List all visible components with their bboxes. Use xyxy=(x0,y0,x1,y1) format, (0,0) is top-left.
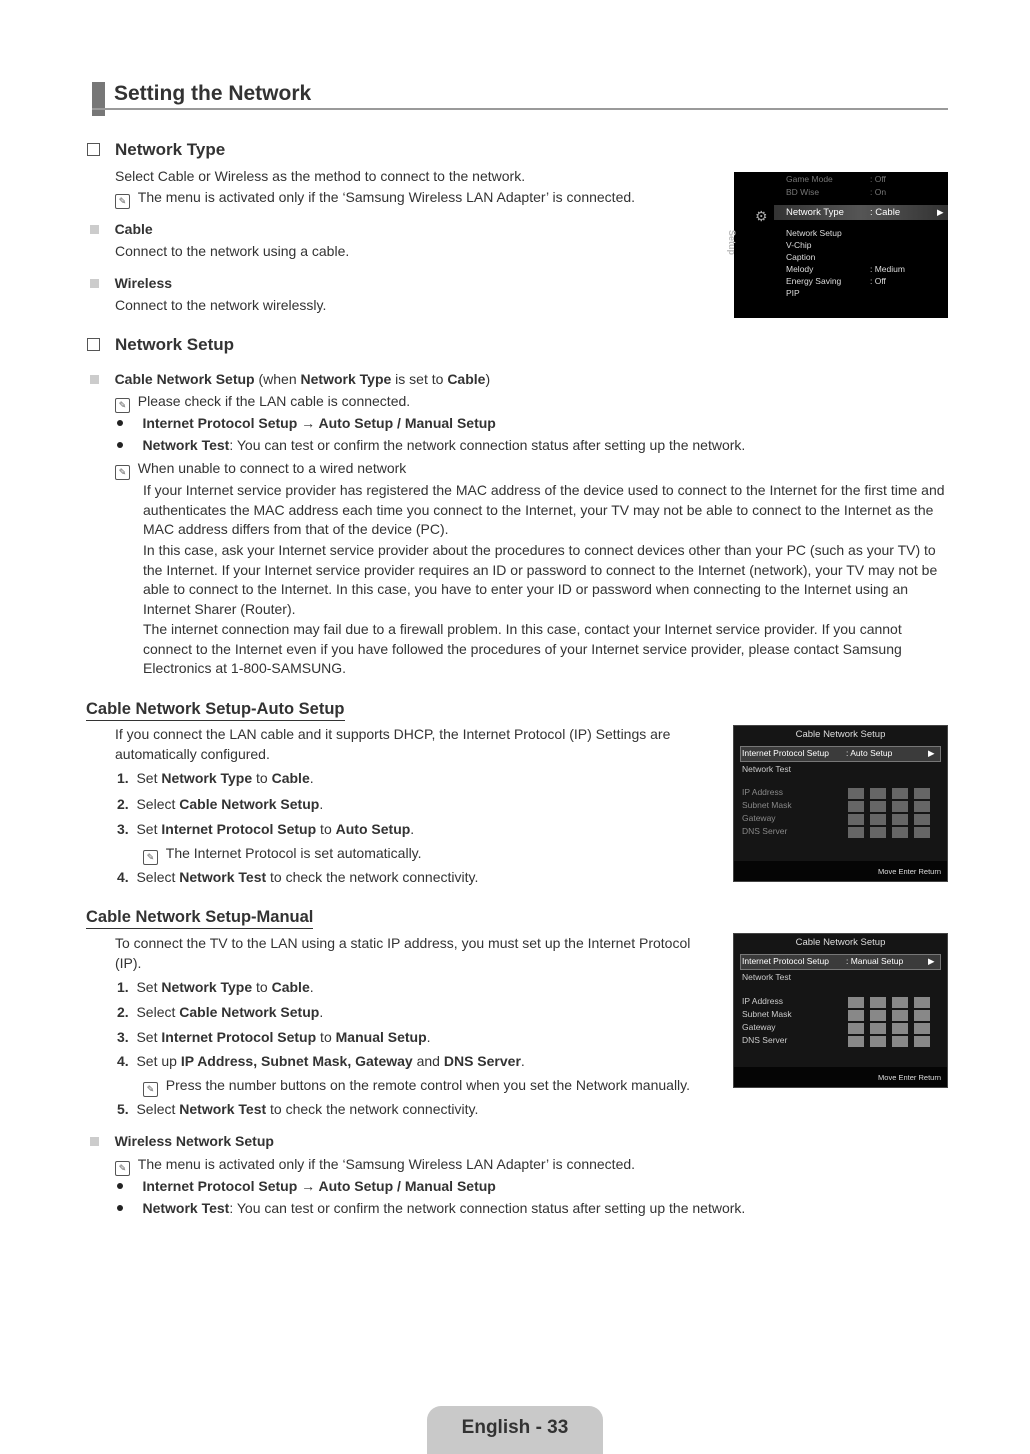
ip-cell xyxy=(892,1023,908,1034)
text: . xyxy=(309,770,314,786)
step-number: 3. xyxy=(117,1029,129,1045)
bold-text: Cable xyxy=(271,979,310,995)
text: Set xyxy=(136,821,162,837)
ip-cell xyxy=(870,997,886,1008)
panel-field-label: IP Address xyxy=(742,996,783,1006)
note-text: Press the number buttons on the remote control when you set the Network manually. xyxy=(165,1077,691,1093)
menu-item-value: : On xyxy=(870,187,887,197)
ip-cell xyxy=(914,827,930,838)
text: . xyxy=(520,1053,525,1069)
section-network-type xyxy=(87,140,225,160)
note-text: The Internet Protocol is set automatically. xyxy=(165,845,422,861)
menu-item-label: Network Setup xyxy=(786,228,842,238)
auto-setup-panel-screenshot xyxy=(733,725,948,882)
note-text: The menu is activated only if the ‘Samsung Wireless LAN Adapter’ is connected. xyxy=(137,189,636,205)
text: (when xyxy=(254,371,301,387)
panel-ips-value: : Manual Setup xyxy=(846,956,904,966)
cable-label: Cable xyxy=(114,221,153,237)
panel-ips-label: Internet Protocol Setup xyxy=(742,956,829,966)
note-icon: ✎ xyxy=(115,398,130,413)
network-type-note xyxy=(115,187,635,209)
section-heading: Network Setup xyxy=(115,335,235,354)
bold-text: Network Test xyxy=(179,1101,267,1117)
arrow-right-icon: ▶ xyxy=(937,207,944,217)
section-network-setup xyxy=(87,335,234,355)
text: to check the network connectivity. xyxy=(266,1101,479,1117)
text: : You can test or confirm the network connection status after setting up the network. xyxy=(229,1200,746,1216)
section-heading: Network Type xyxy=(115,140,226,159)
ip-cell xyxy=(914,1023,930,1034)
ip-cell xyxy=(892,997,908,1008)
wireless-bullet-test xyxy=(117,1198,745,1218)
panel-ips-label: Internet Protocol Setup xyxy=(742,748,829,758)
manual-step-4 xyxy=(117,1051,525,1071)
ip-cell xyxy=(914,814,930,825)
bold-text: IP Address, Subnet Mask, Gateway xyxy=(180,1053,413,1069)
text: . xyxy=(309,979,314,995)
step-number: 4. xyxy=(117,1053,129,1069)
ip-cell xyxy=(870,1036,886,1047)
ip-cell xyxy=(914,1036,930,1047)
ip-cell xyxy=(914,801,930,812)
manual-step-4-note xyxy=(143,1075,690,1097)
network-type-intro: Select Cable or Wireless as the method to connect to the network. xyxy=(115,168,526,184)
auto-step-3 xyxy=(117,819,414,839)
panel-footer-text: Move Enter Return xyxy=(878,1073,941,1082)
text: Set xyxy=(136,979,162,995)
bullet-dot-icon xyxy=(117,1205,123,1211)
bullet-square-icon xyxy=(90,1137,99,1146)
paragraph-isp: In this case, ask your Internet service provider about the procedures to connect devices other than your PC (such as your TV) to the Internet. If your Internet service provider requires an ID or password to connect to the Internet (network), your TV may not be able to connect to the Internet. In this case, you have to enter your ID or password when connecting to the Internet using an Internet Sharer (Router). xyxy=(143,542,938,617)
note-icon: ✎ xyxy=(143,1082,158,1097)
ip-cell xyxy=(892,801,908,812)
ip-cell xyxy=(914,1010,930,1021)
bullet-ips xyxy=(117,413,496,433)
panel-field-label: Subnet Mask xyxy=(742,1009,792,1019)
menu-item-value: : Off xyxy=(870,276,886,286)
paragraph-firewall: The internet connection may fail due to a firewall problem. In this case, contact your Internet service provider. If you cannot connect to the Internet even if you have followed the procedures of your Internet service provider, please contact Samsung Electronics at 1-800-SAMSUNG. xyxy=(143,621,902,677)
note-icon: ✎ xyxy=(115,194,130,209)
menu-item-label: Network Type xyxy=(786,207,844,218)
auto-step-4 xyxy=(117,867,478,887)
step-number: 5. xyxy=(117,1101,129,1117)
menu-item-value: : Medium xyxy=(870,264,905,274)
ip-cell xyxy=(892,1036,908,1047)
ip-cell xyxy=(892,788,908,799)
arrow-right-icon: ▶ xyxy=(928,748,935,758)
header-rule xyxy=(92,108,948,110)
ip-cell xyxy=(848,814,864,825)
note-text: Please check if the LAN cable is connected. xyxy=(137,393,411,409)
step-number: 3. xyxy=(117,821,129,837)
auto-step-1 xyxy=(117,768,314,788)
bold-text: DNS Server xyxy=(443,1053,521,1069)
step-number: 2. xyxy=(117,796,129,812)
page-title: Setting the Network xyxy=(114,82,312,105)
wireless-label: Wireless xyxy=(114,275,173,291)
manual-step-2 xyxy=(117,1002,323,1022)
bold-text: Network Type xyxy=(161,979,253,995)
menu-item-label: Game Mode xyxy=(786,174,833,184)
text: Set xyxy=(136,1029,162,1045)
note-unable xyxy=(115,458,406,480)
note-check-cable xyxy=(115,391,410,413)
panel-field-label: Gateway xyxy=(742,1022,776,1032)
bold-text: Cable Network Setup xyxy=(179,796,320,812)
panel-test-label: Network Test xyxy=(742,972,791,982)
bullet-dot-icon xyxy=(117,1183,123,1189)
bold-text: Network Test xyxy=(142,437,230,453)
step-number: 2. xyxy=(117,1004,129,1020)
note-icon: ✎ xyxy=(115,1161,130,1176)
ip-cell xyxy=(914,788,930,799)
text: Set xyxy=(136,770,162,786)
manual-step-3 xyxy=(117,1027,431,1047)
step-number: 1. xyxy=(117,979,129,995)
panel-test-label: Network Test xyxy=(742,764,791,774)
menu-item-label: V-Chip xyxy=(786,240,812,250)
bold-text: Internet Protocol Setup xyxy=(161,821,317,837)
step-number: 1. xyxy=(117,770,129,786)
ip-cell xyxy=(870,827,886,838)
header-accent-bar xyxy=(92,82,105,116)
bold-text: Network Test xyxy=(179,869,267,885)
ip-cell xyxy=(870,788,886,799)
setup-side-label: Setup xyxy=(727,230,737,256)
bold-text: Cable Network Setup xyxy=(179,1004,320,1020)
text: Set up xyxy=(136,1053,181,1069)
menu-item-label: Energy Saving xyxy=(786,276,842,286)
auto-setup-heading: Cable Network Setup-Auto Setup xyxy=(86,700,345,721)
ip-cell xyxy=(848,788,864,799)
step-number: 4. xyxy=(117,869,129,885)
menu-item-label: Melody xyxy=(786,264,814,274)
text: to check the network connectivity. xyxy=(266,869,479,885)
bold-text: Cable xyxy=(447,371,486,387)
panel-field-label: DNS Server xyxy=(742,1035,788,1045)
text: Select xyxy=(136,869,180,885)
cable-network-setup-line xyxy=(90,369,490,389)
bullet-dot-icon xyxy=(117,420,123,426)
text: . xyxy=(319,796,324,812)
panel-field-label: DNS Server xyxy=(742,826,788,836)
auto-step-3-note xyxy=(143,843,422,865)
ip-cell xyxy=(848,801,864,812)
panel-field-label: Subnet Mask xyxy=(742,800,792,810)
bullet-network-test xyxy=(117,435,745,455)
text: ) xyxy=(485,371,491,387)
bullet-square-icon xyxy=(90,375,99,384)
paragraph-mac: If your Internet service provider has registered the MAC address of the device used to connect to the Internet for the first time and authenticates the MAC address each time you connect to the Internet, your TV may not be able to connect to the Internet as the MAC address differs from that of the device (PC). xyxy=(143,482,945,538)
tv-setup-menu-screenshot xyxy=(727,172,948,318)
ip-cell xyxy=(892,1010,908,1021)
manual-setup-heading: Cable Network Setup-Manual xyxy=(86,908,313,929)
ip-cell xyxy=(870,1023,886,1034)
gear-icon: ⚙ xyxy=(755,208,768,224)
ip-cell xyxy=(914,997,930,1008)
panel-footer-text: Move Enter Return xyxy=(878,867,941,876)
text: to xyxy=(252,979,272,995)
manual-step-1 xyxy=(117,977,314,997)
note-text: The menu is activated only if the ‘Samsung Wireless LAN Adapter’ is connected. xyxy=(137,1156,636,1172)
manual-setup-panel-screenshot xyxy=(733,933,948,1088)
panel-field-label: IP Address xyxy=(742,787,783,797)
auto-setup-intro: If you connect the LAN cable and it supports DHCP, the Internet Protocol (IP) Settings are automatically configured. xyxy=(115,726,671,762)
wireless-bullet-ips xyxy=(117,1176,496,1196)
text: to xyxy=(252,770,272,786)
bold-text: Internet Protocol Setup → Auto Setup / Manual Setup xyxy=(142,1178,496,1194)
ip-cell xyxy=(848,997,864,1008)
bold-text: Auto Setup xyxy=(335,821,411,837)
checkbox-icon xyxy=(87,143,100,156)
checkbox-icon xyxy=(87,338,100,351)
cable-desc: Connect to the network using a cable. xyxy=(115,243,350,259)
bullet-square-icon xyxy=(90,279,99,288)
panel-field-label: Gateway xyxy=(742,813,776,823)
panel-title: Cable Network Setup xyxy=(795,729,886,740)
wireless-desc: Connect to the network wirelessly. xyxy=(115,297,327,313)
wireless-network-setup-line xyxy=(90,1131,274,1151)
bullet-square-icon xyxy=(90,225,99,234)
text: . xyxy=(410,821,415,837)
bullet-dot-icon xyxy=(117,442,123,448)
arrow-right-icon: ▶ xyxy=(928,956,935,966)
ip-cell xyxy=(848,827,864,838)
text: Select xyxy=(136,1101,180,1117)
wireless-option xyxy=(90,273,172,293)
bold-text: Network Type xyxy=(161,770,253,786)
ip-cell xyxy=(848,1023,864,1034)
menu-item-value: : Off xyxy=(870,174,886,184)
menu-item-label: Caption xyxy=(786,252,816,262)
bold-text: Cable Network Setup xyxy=(114,371,255,387)
bold-text: Internet Protocol Setup → Auto Setup / Manual Setup xyxy=(142,415,496,431)
text: is set to xyxy=(391,371,448,387)
bold-text: Manual Setup xyxy=(335,1029,427,1045)
bold-text: Internet Protocol Setup xyxy=(161,1029,317,1045)
menu-item-value: : Cable xyxy=(870,207,901,218)
note-text: When unable to connect to a wired network xyxy=(137,460,407,476)
manual-step-5 xyxy=(117,1099,478,1119)
manual-setup-intro: To connect the TV to the LAN using a static IP address, you must set up the Internet Protocol (IP). xyxy=(115,935,691,971)
bold-text: Cable xyxy=(271,770,310,786)
ip-cell xyxy=(892,827,908,838)
ip-cell xyxy=(848,1036,864,1047)
text: and xyxy=(412,1053,444,1069)
ip-cell xyxy=(870,1010,886,1021)
note-icon: ✎ xyxy=(143,850,158,865)
text: to xyxy=(316,1029,336,1045)
wireless-note xyxy=(115,1154,635,1176)
text: . xyxy=(319,1004,324,1020)
bold-text: Wireless Network Setup xyxy=(114,1133,274,1149)
panel-title: Cable Network Setup xyxy=(795,937,886,948)
panel-ips-value: : Auto Setup xyxy=(846,748,893,758)
note-icon: ✎ xyxy=(115,465,130,480)
cable-option xyxy=(90,219,153,239)
text: : You can test or confirm the network connection status after setting up the network. xyxy=(229,437,746,453)
bold-text: Network Test xyxy=(142,1200,230,1216)
ip-cell xyxy=(892,814,908,825)
bold-text: Network Type xyxy=(300,371,392,387)
menu-item-label: PIP xyxy=(786,288,800,298)
text: to xyxy=(316,821,336,837)
text: Select xyxy=(136,1004,180,1020)
auto-step-2 xyxy=(117,794,323,814)
ip-cell xyxy=(870,801,886,812)
text: . xyxy=(426,1029,431,1045)
ip-cell xyxy=(870,814,886,825)
menu-item-label: BD Wise xyxy=(786,187,820,197)
page-number-tab: English - 33 xyxy=(427,1406,603,1454)
ip-cell xyxy=(848,1010,864,1021)
text: Select xyxy=(136,796,180,812)
